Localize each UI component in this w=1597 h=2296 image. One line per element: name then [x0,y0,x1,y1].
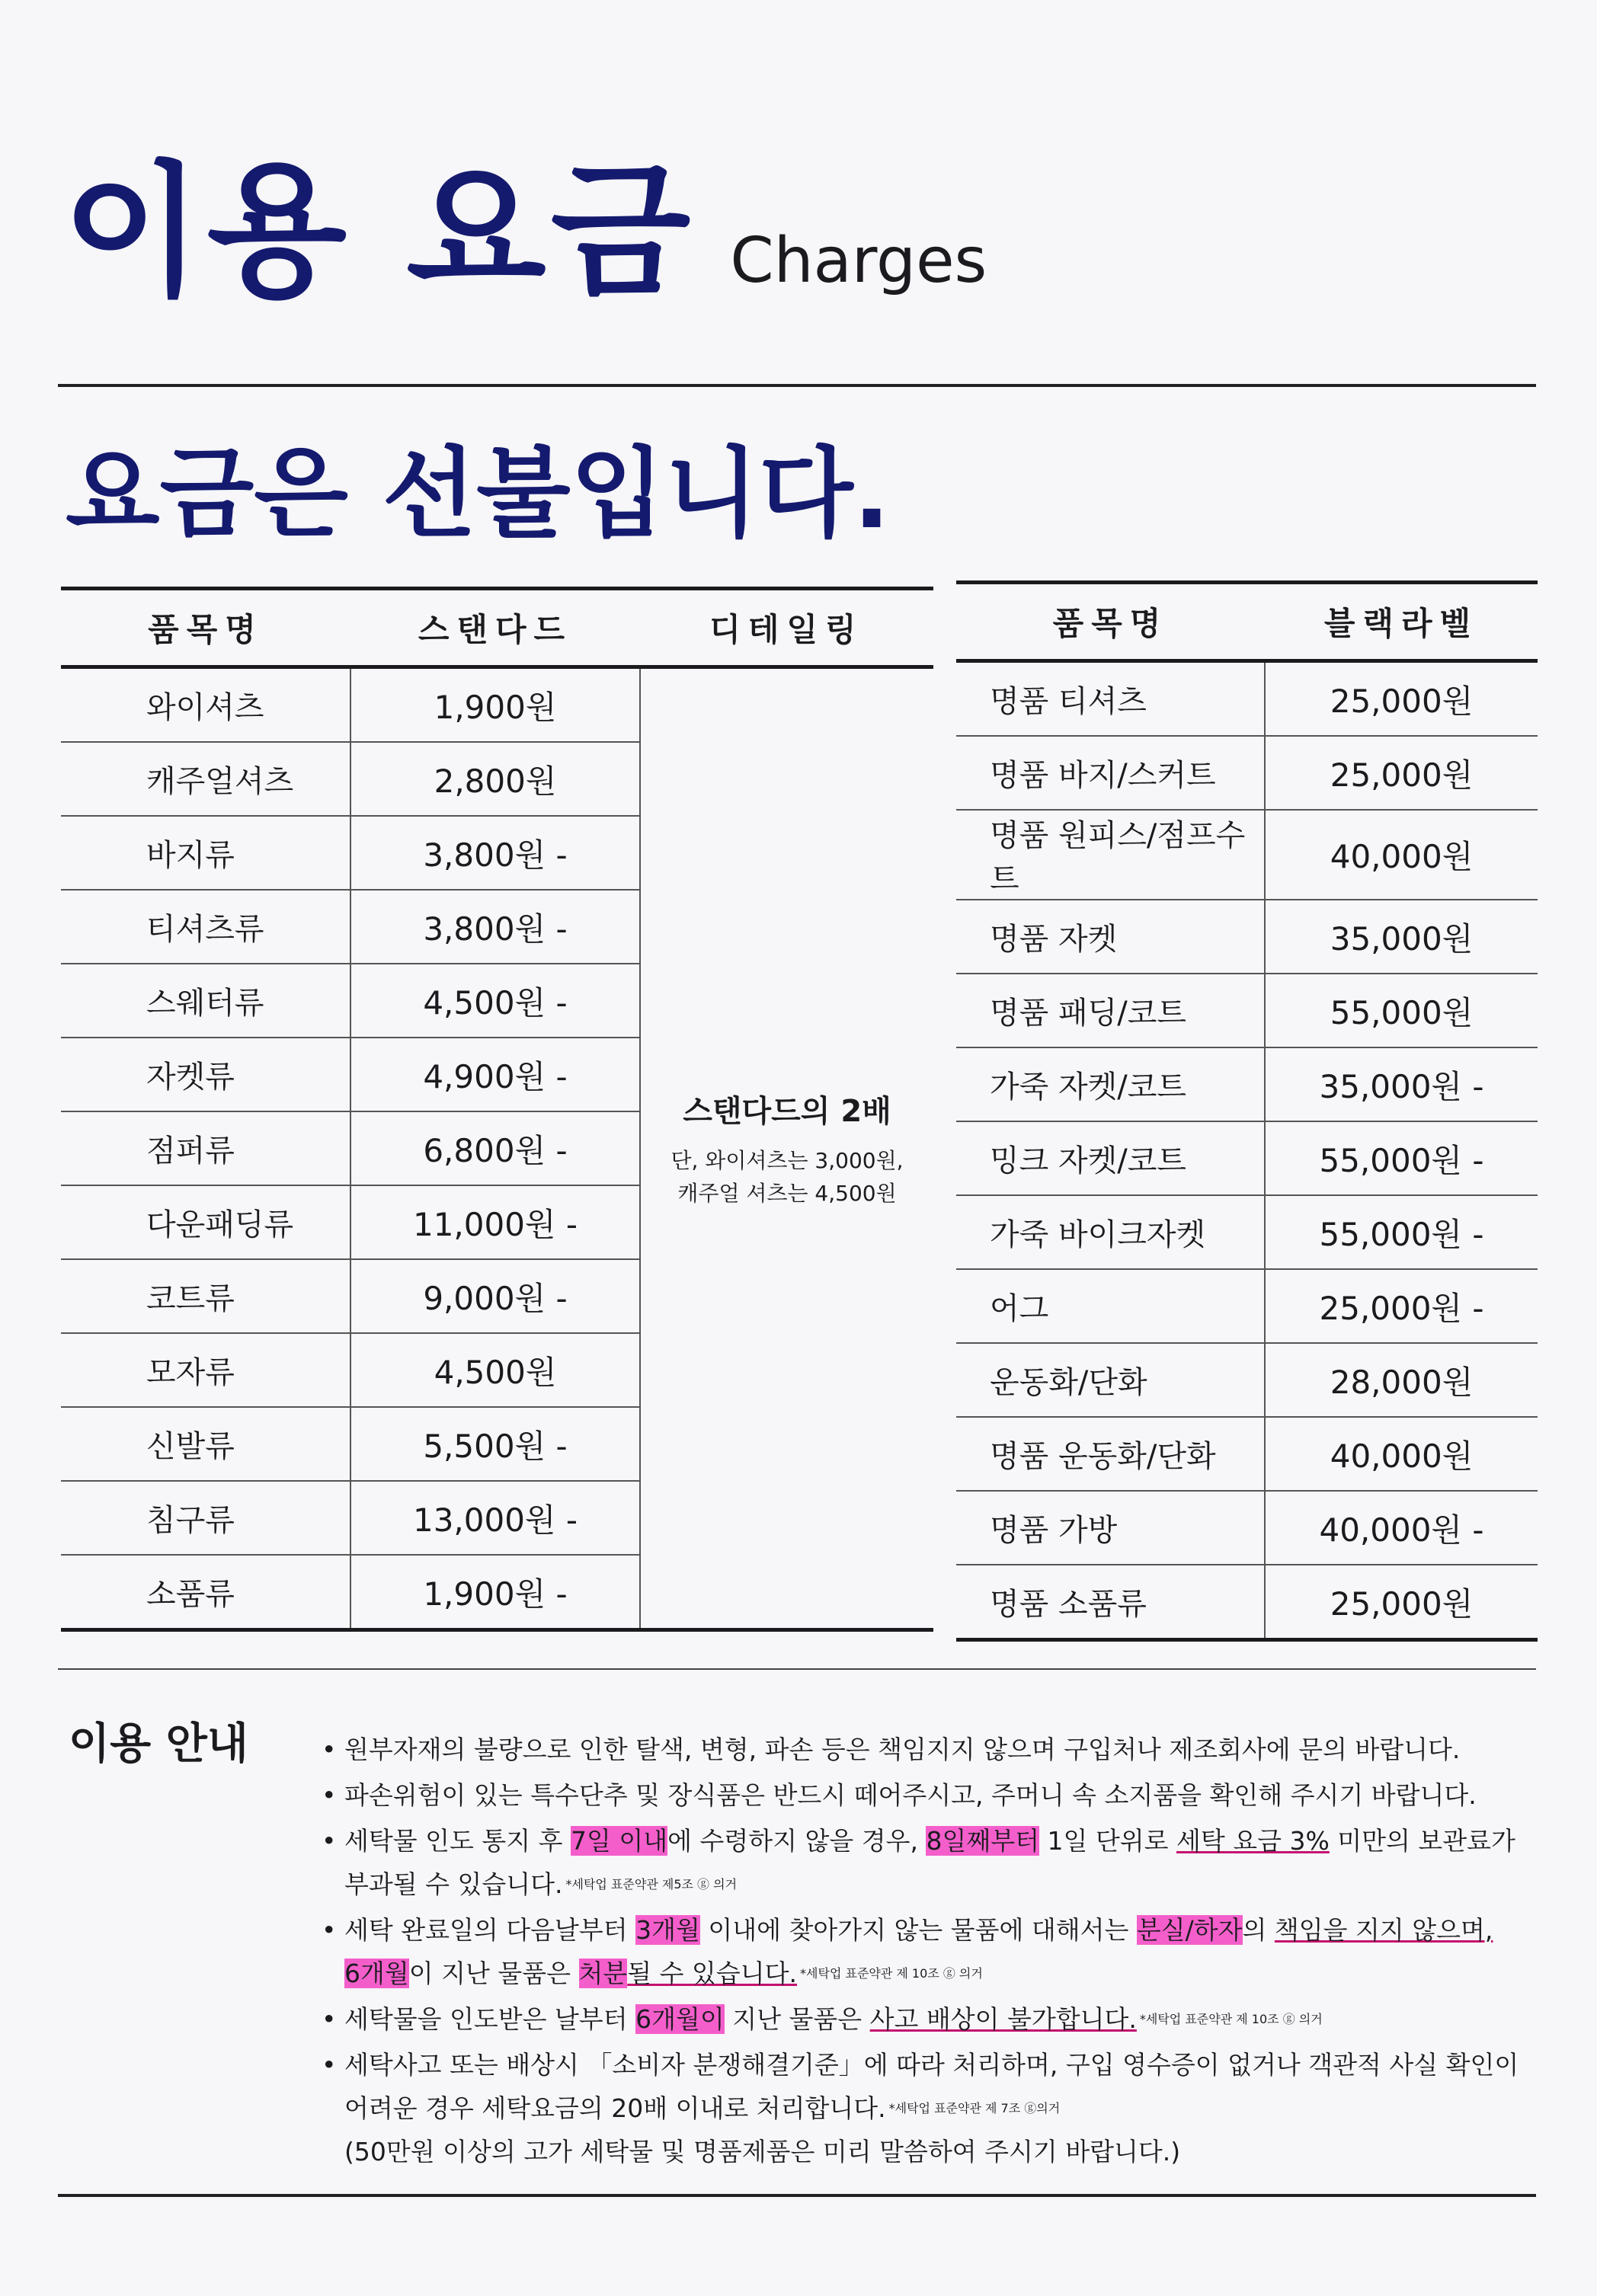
item-name: 소품류 [61,1555,350,1630]
reference-note: *세탁업 표준약관 제 10조 ⓖ 의거 [800,1966,983,1981]
item-name: 코트류 [61,1259,350,1333]
item-name: 스웨터류 [61,964,350,1038]
standard-price-table [61,587,933,1632]
guide-divider [58,1668,1536,1670]
table-row [956,1195,1538,1269]
bottom-divider [58,2194,1536,2197]
highlighted-text: 6개월 [344,1959,409,1988]
item-name: 가죽 자켓/코트 [956,1047,1265,1121]
underlined-text: 사고 배상이 불가합니다. [869,2004,1137,2034]
item-price: 40,000원 [1265,1417,1538,1491]
guide-text: 의 [1242,1915,1275,1945]
highlighted-text: 3개월 [635,1915,700,1945]
guide-note: (50만원 이상의 고가 세탁물 및 명품제품은 미리 말씀하여 주시기 바랍니다.) [344,2137,1181,2166]
item-price: 25,000원 - [1265,1269,1538,1343]
item-name: 명품 운동화/단화 [956,1417,1265,1491]
guide-item [328,2043,1547,2173]
column-header-detailing: 디테일링 [709,611,864,648]
underlined-text: 책임을 지지 않으며, [1274,1915,1493,1945]
item-name: 명품 자켓 [956,900,1265,974]
reference-note: *세탁업 표준약관 제 10조 ⓖ 의거 [1139,2012,1323,2026]
highlighted-text: 7일 이내 [570,1826,668,1856]
table-header-row [61,589,933,667]
guide-text: 세탁물을 인도받은 날부터 [344,2004,636,2034]
guide-text: 이 지난 물품은 [408,1959,579,1988]
table-row [956,810,1538,900]
table-row [956,974,1538,1047]
item-name: 와이셔츠 [61,667,350,743]
title-row [62,148,987,316]
column-header-item: 품목명 [148,611,264,648]
column-header-standard: 스탠다드 [418,611,573,648]
item-name: 명품 소품류 [956,1565,1265,1640]
item-name: 바지류 [61,816,350,890]
reference-note: *세탁업 표준약관 제5조 ⓖ 의거 [565,1877,738,1891]
item-name: 명품 원피스/점프수트 [956,810,1265,900]
table-row [956,1343,1538,1417]
item-name: 캐주얼셔츠 [61,742,350,816]
highlighted-text: 8일째부터 [926,1826,1039,1856]
guide-text: 세탁 완료일의 다음날부터 [344,1915,636,1945]
prepaid-notice: 요금은 선불입니다. [66,437,891,551]
item-price: 4,500원 [350,1333,640,1407]
page-title-english: Charges [730,225,987,297]
table-row [956,1121,1538,1195]
item-name: 점퍼류 [61,1111,350,1185]
item-price: 55,000원 - [1265,1121,1538,1195]
guide-text: 세탁사고 또는 배상시 「소비자 분쟁해결기준」에 따라 처리하며, 구입 영수증이 없거나 객관적 사실 확인이 어려운 경우 세탁요금의 20배 이내로 처리합니다. [344,2050,1519,2123]
item-name: 명품 바지/스커트 [956,736,1265,810]
item-price: 3,800원 - [350,816,640,890]
underlined-text: 세탁 요금 3% [1176,1826,1330,1856]
highlighted-text: 처분 [578,1959,628,1988]
item-price: 5,500원 - [350,1407,640,1481]
guide-item [328,1908,1547,1995]
item-price: 1,900원 [350,667,640,743]
item-name: 티셔츠류 [61,890,350,964]
item-price: 35,000원 [1265,900,1538,974]
table-row [61,667,933,743]
item-price: 40,000원 [1265,810,1538,900]
item-name: 명품 패딩/코트 [956,974,1265,1047]
item-price: 55,000원 - [1265,1195,1538,1269]
detailing-note-1: 단, 와이셔츠는 3,000원, [670,1147,904,1173]
item-price: 3,800원 - [350,890,640,964]
detailing-main: 스탠다드의 2배 [683,1093,891,1129]
item-name: 밍크 자켓/코트 [956,1121,1265,1195]
item-price: 4,900원 - [350,1038,640,1111]
item-name: 명품 가방 [956,1491,1265,1565]
guide-text: 1일 단위로 [1039,1826,1176,1856]
guide-item [328,1773,1547,1817]
reference-note: *세탁업 표준약관 제 7조 ⓖ의거 [888,2101,1061,2115]
item-price: 40,000원 - [1265,1491,1538,1565]
item-price: 4,500원 - [350,964,640,1038]
item-name: 침구류 [61,1481,350,1555]
item-price: 13,000원 - [350,1481,640,1555]
guide-text: 파손위험이 있는 특수단추 및 장식품은 반드시 떼어주시고, 주머니 속 소지품을 확인해 주시기 바랍니다. [344,1780,1477,1810]
item-price: 25,000원 [1265,736,1538,810]
guide-text: 세탁물 인도 통지 후 [344,1826,571,1856]
item-price: 55,000원 [1265,974,1538,1047]
top-divider [58,384,1536,387]
highlighted-text: 분실/하자 [1136,1915,1243,1945]
item-name: 어그 [956,1269,1265,1343]
item-price: 25,000원 [1330,1584,1474,1623]
page-title: 이용 요금 [62,148,696,316]
item-price: 1,900원 - [350,1555,640,1630]
column-header-item: 품목명 [1052,605,1169,642]
table-row [956,1491,1538,1565]
column-header-black-label: 블랙라벨 [1323,605,1479,642]
guide-item [328,1819,1547,1906]
item-price: 6,800원 - [350,1111,640,1185]
item-name: 명품 티셔츠 [956,661,1265,737]
black-label-price-table [956,580,1538,1642]
table-row [956,1565,1538,1640]
item-name: 다운패딩류 [61,1185,350,1259]
guide-text: 지난 물품은 [724,2004,870,2034]
table-row [956,1047,1538,1121]
item-price: 2,800원 [350,742,640,816]
table-row [956,900,1538,974]
item-name: 운동화/단화 [956,1343,1265,1417]
detailing-cell [640,667,933,1630]
guide-item [328,1728,1547,1771]
guide-text: 미만의 보관료가 부과될 수 있습니다. [344,1826,1515,1899]
table-row [956,1417,1538,1491]
table-row [956,1269,1538,1343]
guide-title: 이용 안내 [69,1719,248,1769]
item-name: 신발류 [61,1407,350,1481]
guide-text: 이내에 찾아가지 않는 물품에 대해서는 [699,1915,1137,1945]
item-price: 11,000원 - [350,1185,640,1259]
item-name: 가죽 바이크자켓 [956,1195,1265,1269]
guide-text: 에 수령하지 않을 경우, [667,1826,927,1856]
item-price: 25,000원 [1265,661,1538,737]
item-price: 9,000원 - [350,1259,640,1333]
item-name: 모자류 [61,1333,350,1407]
item-price: 28,000원 [1265,1343,1538,1417]
guide-text: 원부자재의 불량으로 인한 탈색, 변형, 파손 등은 책임지지 않으며 구입처나 제조회사에 문의 바랍니다. [344,1735,1461,1764]
underlined-text: 될 수 있습니다. [627,1959,798,1988]
detailing-note-2: 캐주얼 셔츠는 4,500원 [677,1181,897,1206]
table-row [956,661,1538,737]
guide-item [328,1997,1547,2041]
table-row [956,736,1538,810]
item-name: 자켓류 [61,1038,350,1111]
table-header-row [956,583,1538,661]
highlighted-text: 6개월이 [635,2004,725,2034]
usage-guide-list [328,1728,1547,2176]
item-price: 35,000원 - [1265,1047,1538,1121]
